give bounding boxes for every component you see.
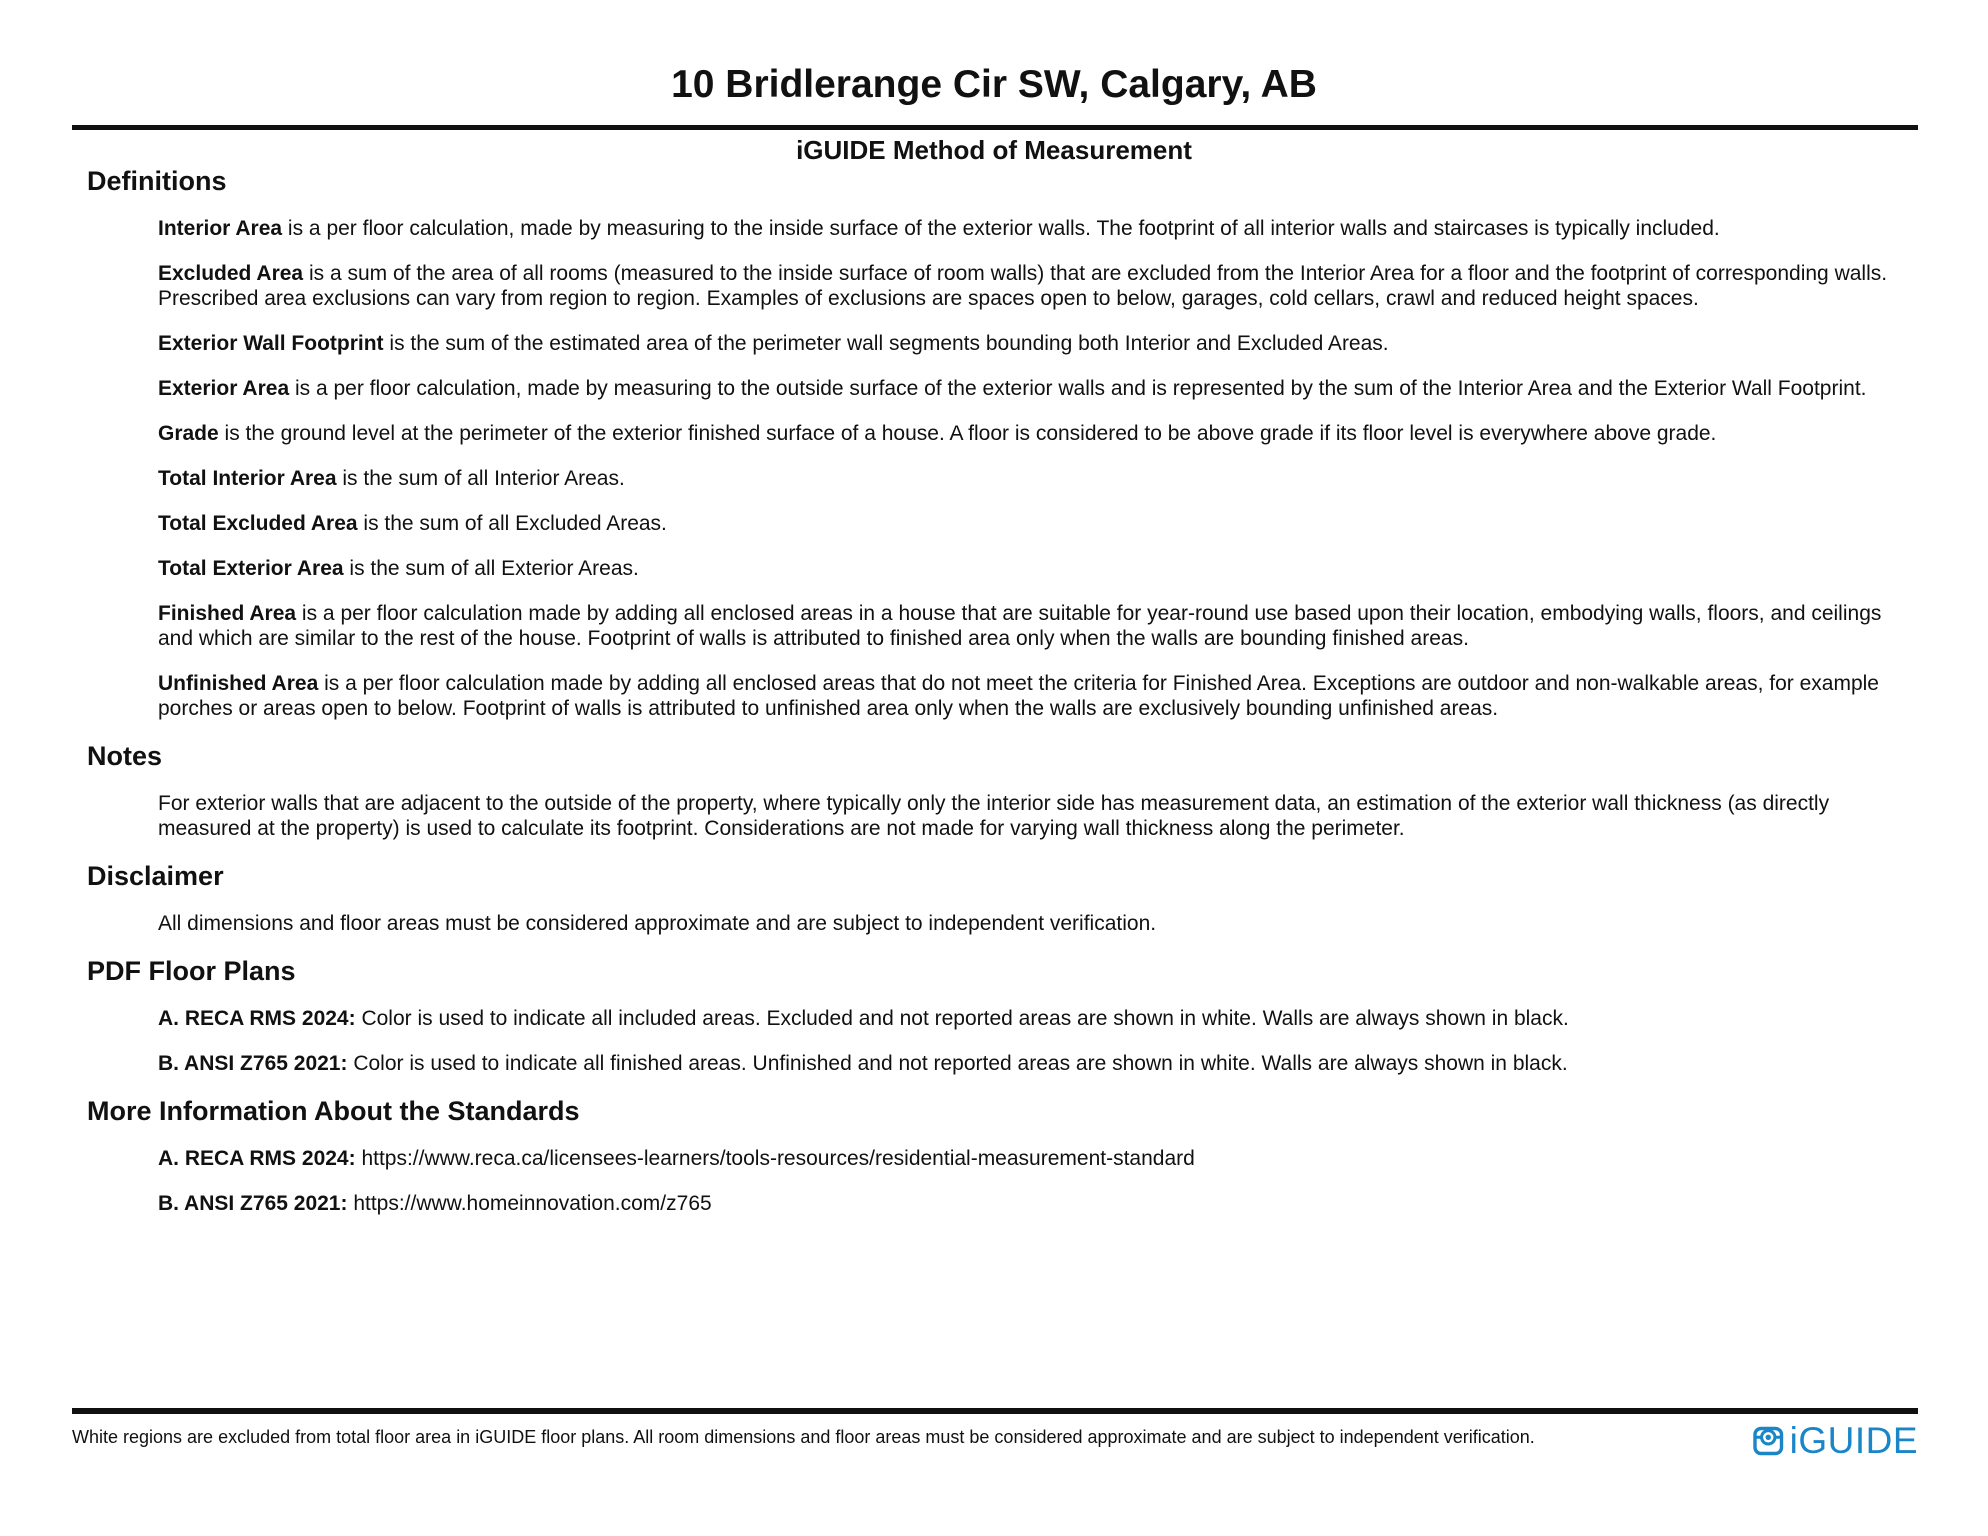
definition-term: Total Exterior Area	[158, 557, 344, 580]
pdf-floor-plans-item-ansi	[158, 1051, 1916, 1076]
definition-term: Excluded Area	[158, 262, 304, 285]
definition-exterior-area	[158, 376, 1916, 401]
definition-text: is a per floor calculation, made by measuring to the inside surface of the exterior walls. The footprint of all interior walls and staircases is typically included.	[282, 217, 1720, 240]
notes-paragraph: For exterior walls that are adjacent to the outside of the property, where typically only the interior side has measurement data, an estimation of the exterior wall thickness (as directly measured at the property) is used to calculate its footprint. Considerations are not made for varying wall thickness along the perimeter.	[158, 792, 1830, 840]
definition-term: Total Interior Area	[158, 467, 337, 490]
definition-term: Exterior Wall Footprint	[158, 332, 384, 355]
section-heading-definitions: Definitions	[87, 166, 227, 196]
document-subtitle: iGUIDE Method of Measurement	[796, 135, 1192, 165]
definition-excluded-area	[158, 261, 1916, 311]
section-heading-more-information: More Information About the Standards	[87, 1096, 580, 1126]
definition-total-interior-area	[158, 466, 1916, 491]
definition-term: Unfinished Area	[158, 672, 319, 695]
definition-total-exterior-area	[158, 556, 1916, 581]
definition-unfinished-area	[158, 671, 1916, 721]
more-info-item-reca	[158, 1146, 1916, 1171]
standard-label: B. ANSI Z765 2021:	[158, 1052, 348, 1075]
definition-text: is a per floor calculation, made by measuring to the outside surface of the exterior walls and is represented by the sum of the Interior Area and the Exterior Wall Footprint.	[289, 377, 1867, 400]
section-heading-pdf-floor-plans: PDF Floor Plans	[87, 956, 296, 986]
definition-grade	[158, 421, 1916, 446]
definition-term: Total Excluded Area	[158, 512, 358, 535]
section-heading-notes: Notes	[87, 741, 163, 771]
definition-term: Interior Area	[158, 217, 283, 240]
document-body	[87, 166, 1916, 1216]
header-divider	[72, 125, 1918, 130]
section-heading-disclaimer: Disclaimer	[87, 861, 224, 891]
definition-text: is a sum of the area of all rooms (measured to the inside surface of room walls) that are excluded from the Interior Area for a floor and the footprint of corresponding walls. Prescribed area exclusions can vary from region to region. Examples of exclusions are spaces open to below, garages, cold cellars, crawl and reduced height spaces.	[158, 262, 1888, 310]
definition-finished-area	[158, 601, 1916, 651]
definition-term: Grade	[158, 422, 219, 445]
more-info-item-ansi	[158, 1191, 1916, 1216]
iguide-logo	[1753, 1422, 1918, 1459]
definition-exterior-wall-footprint	[158, 331, 1916, 356]
standard-label: A. RECA RMS 2024:	[158, 1147, 356, 1170]
standard-text: Color is used to indicate all included areas. Excluded and not reported areas are shown in white. Walls are always shown in black.	[355, 1007, 1569, 1030]
definition-text: is a per floor calculation made by adding all enclosed areas in a house that are suitable for year-round use based upon their location, embodying walls, floors, and ceilings and which are similar to the rest of the house. Footprint of walls is attributed to finished area only when the walls are bounding finished areas.	[158, 602, 1882, 650]
definition-text: is the sum of all Exterior Areas.	[343, 557, 639, 580]
page-footer	[72, 1408, 1918, 1459]
definition-interior-area	[158, 216, 1916, 241]
definition-term: Finished Area	[158, 602, 297, 625]
page-title: 10 Bridlerange Cir SW, Calgary, AB	[671, 63, 1317, 106]
standard-label: B. ANSI Z765 2021:	[158, 1192, 348, 1215]
standard-label: A. RECA RMS 2024:	[158, 1007, 356, 1030]
standard-url: https://www.reca.ca/licensees-learners/tools-resources/residential-measurement-standard	[355, 1147, 1195, 1170]
definition-text: is the sum of all Interior Areas.	[336, 467, 625, 490]
pdf-floor-plans-item-reca	[158, 1006, 1916, 1031]
disclaimer-paragraph: All dimensions and floor areas must be considered approximate and are subject to independent verification.	[158, 912, 1157, 935]
standard-text: Color is used to indicate all finished areas. Unfinished and not reported areas are shown in white. Walls are always shown in black.	[347, 1052, 1568, 1075]
standard-url: https://www.homeinnovation.com/z765	[347, 1192, 712, 1215]
definition-term: Exterior Area	[158, 377, 290, 400]
definition-text: is the sum of the estimated area of the perimeter wall segments bounding both Interior and Excluded Areas.	[383, 332, 1389, 355]
iguide-logo-text: iGUIDE	[1789, 1420, 1918, 1461]
definition-text: is the sum of all Excluded Areas.	[357, 512, 667, 535]
definition-total-excluded-area	[158, 511, 1916, 536]
definition-text: is the ground level at the perimeter of the exterior finished surface of a house. A floor is considered to be above grade if its floor level is everywhere above grade.	[218, 422, 1717, 445]
footer-disclaimer-text: White regions are excluded from total floor area in iGUIDE floor plans. All room dimensions and floor areas must be considered approximate and are subject to independent verification.	[72, 1427, 1535, 1447]
iguide-camera-icon	[1753, 1426, 1784, 1456]
definition-text: is a per floor calculation made by adding all enclosed areas that do not meet the criteria for Finished Area. Exceptions are outdoor and non-walkable areas, for example porches or areas open to below. Footprint of walls is attributed to unfinished area only when the walls are exclusively bounding unfinished areas.	[158, 672, 1879, 720]
